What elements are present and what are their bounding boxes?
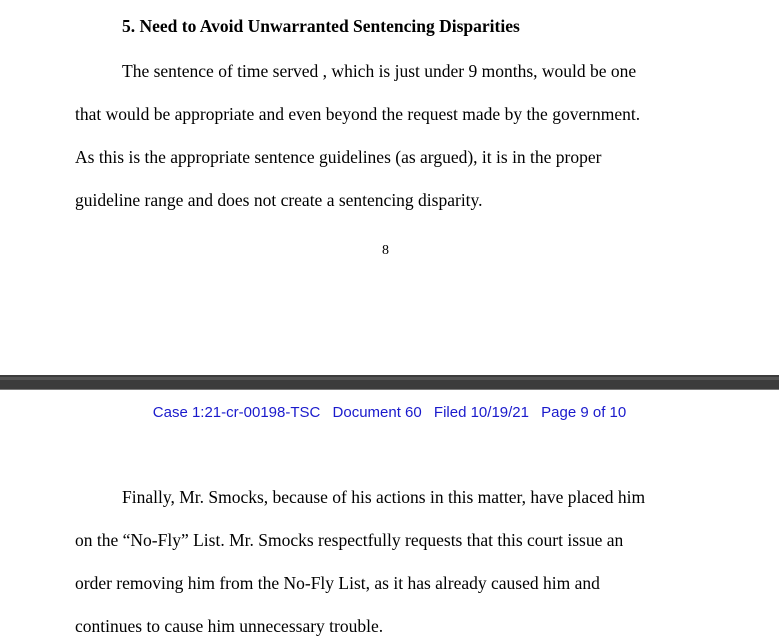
paragraph-line: that would be appropriate and even beyond the request made by the government. — [75, 104, 641, 124]
paragraph-line: continues to cause him unnecessary trouble. — [75, 616, 384, 636]
paragraph-line: guideline range and does not create a sentencing disparity. — [75, 190, 483, 210]
paragraph-line: Finally, Mr. Smocks, because of his actions in this matter, have placed him — [122, 487, 646, 507]
paragraph-line: on the “No-Fly” List. Mr. Smocks respectfully requests that this court issue an — [75, 530, 624, 550]
ecf-filing-header — [0, 404, 779, 421]
case-number: Case 1:21-cr-00198-TSC — [152, 404, 321, 421]
document-page-9 — [0, 390, 779, 644]
page-separator-highlight — [0, 377, 779, 380]
paragraph-line: As this is the appropriate sentence guidelines (as argued), it is in the proper — [75, 147, 602, 167]
paragraph-line: order removing him from the No-Fly List, as it has already caused him and — [75, 573, 600, 593]
page-indicator: Page 9 of 10 — [541, 404, 627, 421]
document-number: Document 60 — [332, 404, 422, 421]
page-number: 8 — [382, 243, 389, 258]
page-separator — [0, 375, 779, 390]
filed-date: Filed 10/19/21 — [433, 404, 529, 421]
section-heading: 5. Need to Avoid Unwarranted Sentencing Disparities — [122, 16, 520, 36]
paragraph-line: The sentence of time served , which is just under 9 months, would be one — [122, 61, 637, 81]
